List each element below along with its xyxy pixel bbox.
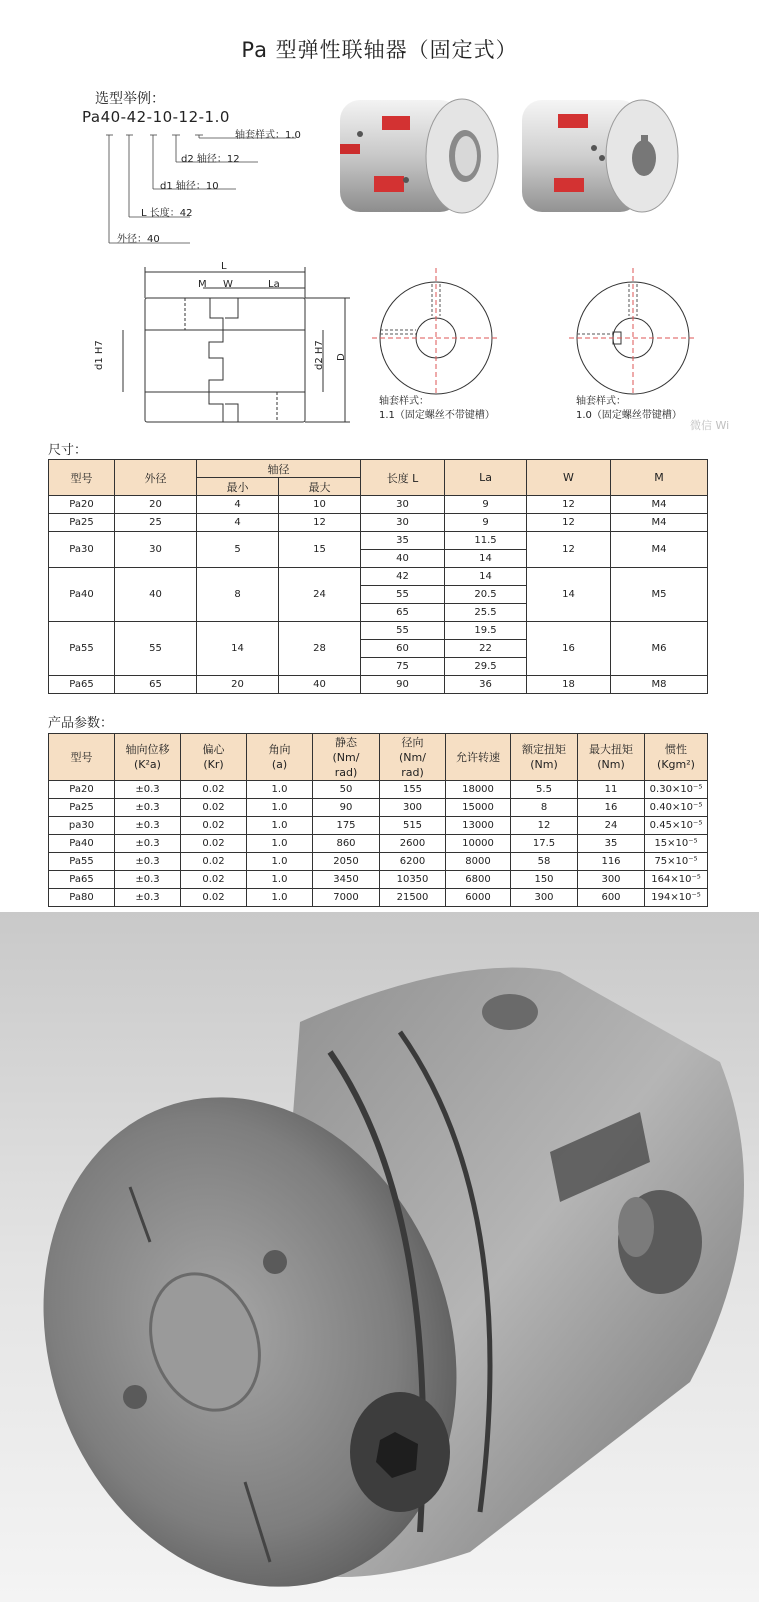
dim-cell-w: 12 [527, 496, 611, 514]
param-cell: 0.02 [181, 817, 247, 835]
dim-cell-max: 10 [279, 496, 361, 514]
dim-cell-la: 22 [445, 640, 527, 658]
dimensions-label: 尺寸： [48, 443, 88, 458]
param-cell: 11 [578, 781, 645, 799]
dim-cell-la: 19.5 [445, 622, 527, 640]
param-header-line: 惯性 [665, 743, 687, 756]
end-view-left-desc: 1.1（固定螺丝不带键槽） [379, 410, 495, 421]
param-cell: 155 [380, 781, 446, 799]
end-view-right-desc: 1.0（固定螺丝带键槽） [576, 410, 682, 421]
param-cell: 860 [313, 835, 380, 853]
param-header [49, 734, 115, 781]
param-cell: 0.02 [181, 871, 247, 889]
param-header-line: (Nm/ [332, 750, 360, 764]
param-cell: 8 [511, 799, 578, 817]
table-row [49, 889, 708, 907]
drawing-label-w: W [223, 279, 233, 290]
param-cell: 600 [578, 889, 645, 907]
param-cell: 5.5 [511, 781, 578, 799]
param-cell: 58 [511, 853, 578, 871]
table-row [49, 799, 708, 817]
dim-cell-w: 12 [527, 532, 611, 568]
dimensions-table [48, 459, 708, 694]
dim-cell-la: 29.5 [445, 658, 527, 676]
param-cell: Pa40 [49, 835, 115, 853]
dim-header-w: W [527, 460, 611, 496]
dim-cell-length: 30 [361, 514, 445, 532]
coupling-photo-2 [518, 92, 688, 222]
param-cell: 164×10⁻⁵ [645, 871, 708, 889]
param-cell: ±0.3 [115, 853, 181, 871]
param-cell: 0.30×10⁻⁵ [645, 781, 708, 799]
dim-cell-min: 4 [197, 514, 279, 532]
param-header-line: 允许转速 [456, 750, 500, 764]
dim-cell-model: Pa55 [49, 622, 115, 676]
param-cell: ±0.3 [115, 871, 181, 889]
param-cell: 0.02 [181, 835, 247, 853]
param-cell: 194×10⁻⁵ [645, 889, 708, 907]
param-cell: 6800 [446, 871, 511, 889]
param-cell: 12 [511, 817, 578, 835]
dim-cell-model: Pa20 [49, 496, 115, 514]
param-cell: 18000 [446, 781, 511, 799]
param-cell: 2600 [380, 835, 446, 853]
dim-cell-m: M8 [611, 676, 708, 694]
param-cell: 13000 [446, 817, 511, 835]
param-header-line: (K²a) [134, 758, 161, 771]
dim-header-min: 最小 [197, 478, 279, 496]
table-row [49, 622, 708, 640]
param-cell: 24 [578, 817, 645, 835]
param-header [181, 734, 247, 781]
param-header-line: 径向 [401, 735, 424, 749]
dim-header-la: La [445, 460, 527, 496]
dim-header-max: 最大 [279, 478, 361, 496]
param-header [511, 734, 578, 781]
dim-cell-od: 40 [115, 568, 197, 622]
param-cell: Pa55 [49, 853, 115, 871]
dim-header-bore: 轴径 [197, 460, 361, 478]
param-cell: 1.0 [247, 781, 313, 799]
param-cell: 8000 [446, 853, 511, 871]
dim-cell-la: 25.5 [445, 604, 527, 622]
drawing-label-d2: d2 H7 [314, 340, 325, 370]
param-cell: 0.45×10⁻⁵ [645, 817, 708, 835]
param-cell: ±0.3 [115, 781, 181, 799]
dim-cell-m: M4 [611, 496, 708, 514]
param-cell: 0.02 [181, 889, 247, 907]
table-row [49, 676, 708, 694]
dim-cell-model: Pa30 [49, 532, 115, 568]
dim-cell-od: 30 [115, 532, 197, 568]
table-row [49, 496, 708, 514]
dim-cell-model: Pa40 [49, 568, 115, 622]
dim-cell-length: 42 [361, 568, 445, 586]
dim-cell-length: 55 [361, 586, 445, 604]
param-cell: 150 [511, 871, 578, 889]
callout-length: L 长度：42 [141, 208, 193, 219]
dim-cell-la: 20.5 [445, 586, 527, 604]
dim-cell-m: M5 [611, 568, 708, 622]
dim-cell-la: 14 [445, 568, 527, 586]
param-cell: 75×10⁻⁵ [645, 853, 708, 871]
param-cell: 6200 [380, 853, 446, 871]
parameters-header-row [49, 734, 708, 781]
dim-cell-length: 35 [361, 532, 445, 550]
parameters-table-body [49, 781, 708, 907]
dim-cell-od: 55 [115, 622, 197, 676]
dim-cell-max: 15 [279, 532, 361, 568]
param-cell: 10000 [446, 835, 511, 853]
param-header-line: (Nm) [597, 758, 625, 771]
dim-cell-model: Pa25 [49, 514, 115, 532]
dim-header-model: 型号 [49, 460, 115, 496]
param-cell: ±0.3 [115, 889, 181, 907]
param-cell: 0.02 [181, 781, 247, 799]
example-label: 选型举例： [95, 91, 165, 107]
param-cell: 21500 [380, 889, 446, 907]
param-cell: 15000 [446, 799, 511, 817]
param-cell: ±0.3 [115, 817, 181, 835]
param-cell: 116 [578, 853, 645, 871]
dim-cell-model: Pa65 [49, 676, 115, 694]
end-view-drawing-right [569, 268, 697, 396]
param-header [313, 734, 380, 781]
callout-d1: d1 轴径：10 [160, 181, 219, 192]
param-cell: Pa20 [49, 781, 115, 799]
dim-cell-length: 75 [361, 658, 445, 676]
parameters-table [48, 733, 708, 907]
param-cell: ±0.3 [115, 799, 181, 817]
parameters-label: 产品参数： [48, 716, 114, 731]
dim-cell-w: 18 [527, 676, 611, 694]
dim-cell-min: 5 [197, 532, 279, 568]
param-cell: 1.0 [247, 799, 313, 817]
param-header-line: rad) [401, 765, 424, 779]
param-cell: 1.0 [247, 889, 313, 907]
table-row [49, 853, 708, 871]
dim-cell-od: 20 [115, 496, 197, 514]
param-cell: 1.0 [247, 871, 313, 889]
param-header [247, 734, 313, 781]
dim-cell-max: 28 [279, 622, 361, 676]
dim-cell-length: 65 [361, 604, 445, 622]
param-cell: 0.02 [181, 799, 247, 817]
param-cell: 175 [313, 817, 380, 835]
param-cell: 10350 [380, 871, 446, 889]
dimensions-table-body [49, 496, 708, 694]
dim-header-od: 外径 [115, 460, 197, 496]
param-cell: ±0.3 [115, 835, 181, 853]
dim-cell-la: 11.5 [445, 532, 527, 550]
param-cell: 300 [578, 871, 645, 889]
table-row [49, 835, 708, 853]
coupling-side-drawing [105, 262, 365, 437]
param-cell: Pa80 [49, 889, 115, 907]
dim-cell-length: 90 [361, 676, 445, 694]
table-row [49, 871, 708, 889]
param-cell: 515 [380, 817, 446, 835]
param-cell: 7000 [313, 889, 380, 907]
param-cell: Pa65 [49, 871, 115, 889]
dim-cell-m: M4 [611, 514, 708, 532]
table-row [49, 532, 708, 550]
callout-d2: d2 轴径：12 [181, 154, 240, 165]
end-view-drawing-left [372, 268, 500, 396]
param-cell: pa30 [49, 817, 115, 835]
param-cell: 0.02 [181, 853, 247, 871]
param-cell: 300 [380, 799, 446, 817]
dim-cell-length: 40 [361, 550, 445, 568]
drawing-label-d: D [336, 353, 347, 361]
callout-od: 外径：40 [117, 234, 160, 245]
watermark-text: 微信 Wi [690, 419, 730, 432]
end-view-left-title: 轴套样式： [379, 396, 429, 407]
param-header [380, 734, 446, 781]
dim-cell-m: M6 [611, 622, 708, 676]
dim-cell-la: 9 [445, 496, 527, 514]
param-cell: 50 [313, 781, 380, 799]
param-cell: 15×10⁻⁵ [645, 835, 708, 853]
dim-cell-max: 12 [279, 514, 361, 532]
dim-cell-max: 40 [279, 676, 361, 694]
param-cell: 1.0 [247, 817, 313, 835]
param-header-line: 角向 [268, 743, 291, 756]
param-cell: 90 [313, 799, 380, 817]
param-header-line: (Nm/ [399, 750, 426, 764]
dim-cell-od: 65 [115, 676, 197, 694]
table-row [49, 781, 708, 799]
param-cell: 35 [578, 835, 645, 853]
dim-cell-min: 14 [197, 622, 279, 676]
dim-header-length: 长度 L [361, 460, 445, 496]
dim-cell-min: 20 [197, 676, 279, 694]
param-header-line: (Nm) [530, 758, 558, 771]
dim-cell-la: 14 [445, 550, 527, 568]
param-header [115, 734, 181, 781]
param-header-line: 最大扭矩 [589, 743, 633, 756]
table-row [49, 568, 708, 586]
drawing-label-l: L [221, 261, 227, 272]
param-header-line: (Kgm²) [657, 758, 695, 771]
drawing-label-la: La [268, 279, 280, 290]
param-header [578, 734, 645, 781]
dim-cell-max: 24 [279, 568, 361, 622]
param-header-line: (a) [271, 758, 288, 771]
drawing-label-d1: d1 H7 [94, 340, 105, 370]
param-cell: 1.0 [247, 853, 313, 871]
param-header [446, 734, 511, 781]
param-cell: 17.5 [511, 835, 578, 853]
dim-cell-min: 8 [197, 568, 279, 622]
param-cell: 3450 [313, 871, 380, 889]
dim-cell-length: 60 [361, 640, 445, 658]
example-code: Pa40-42-10-12-1.0 [82, 108, 230, 126]
dim-cell-min: 4 [197, 496, 279, 514]
end-view-right-title: 轴套样式： [576, 396, 626, 407]
param-header-line: 型号 [70, 750, 93, 764]
param-header-line: (Kr) [203, 758, 224, 771]
dim-cell-la: 9 [445, 514, 527, 532]
param-header-line: 静态 [335, 735, 357, 749]
param-cell: 16 [578, 799, 645, 817]
param-header-line: 额定扭矩 [522, 743, 566, 756]
param-header-line: 轴向位移 [125, 743, 170, 756]
param-cell: 6000 [446, 889, 511, 907]
dim-header-m: M [611, 460, 708, 496]
dim-cell-od: 25 [115, 514, 197, 532]
coupling-photo-1 [330, 92, 510, 222]
param-header [645, 734, 708, 781]
table-row [49, 514, 708, 532]
param-cell: 300 [511, 889, 578, 907]
param-cell: 0.40×10⁻⁵ [645, 799, 708, 817]
page-title: Pa 型弹性联轴器（固定式） [241, 38, 518, 62]
param-cell: Pa25 [49, 799, 115, 817]
dim-cell-w: 12 [527, 514, 611, 532]
dim-cell-length: 55 [361, 622, 445, 640]
coupling-closeup-photo [0, 912, 759, 1602]
callout-style: 轴套样式：1.0 [235, 130, 301, 141]
dim-cell-w: 14 [527, 568, 611, 622]
dim-cell-w: 16 [527, 622, 611, 676]
dim-cell-la: 36 [445, 676, 527, 694]
param-header-line: 偏心 [202, 743, 225, 756]
table-row [49, 817, 708, 835]
param-cell: 1.0 [247, 835, 313, 853]
dim-cell-m: M4 [611, 532, 708, 568]
dim-cell-length: 30 [361, 496, 445, 514]
param-cell: 2050 [313, 853, 380, 871]
param-header-line: rad) [334, 765, 358, 779]
drawing-label-m: M [198, 279, 207, 290]
